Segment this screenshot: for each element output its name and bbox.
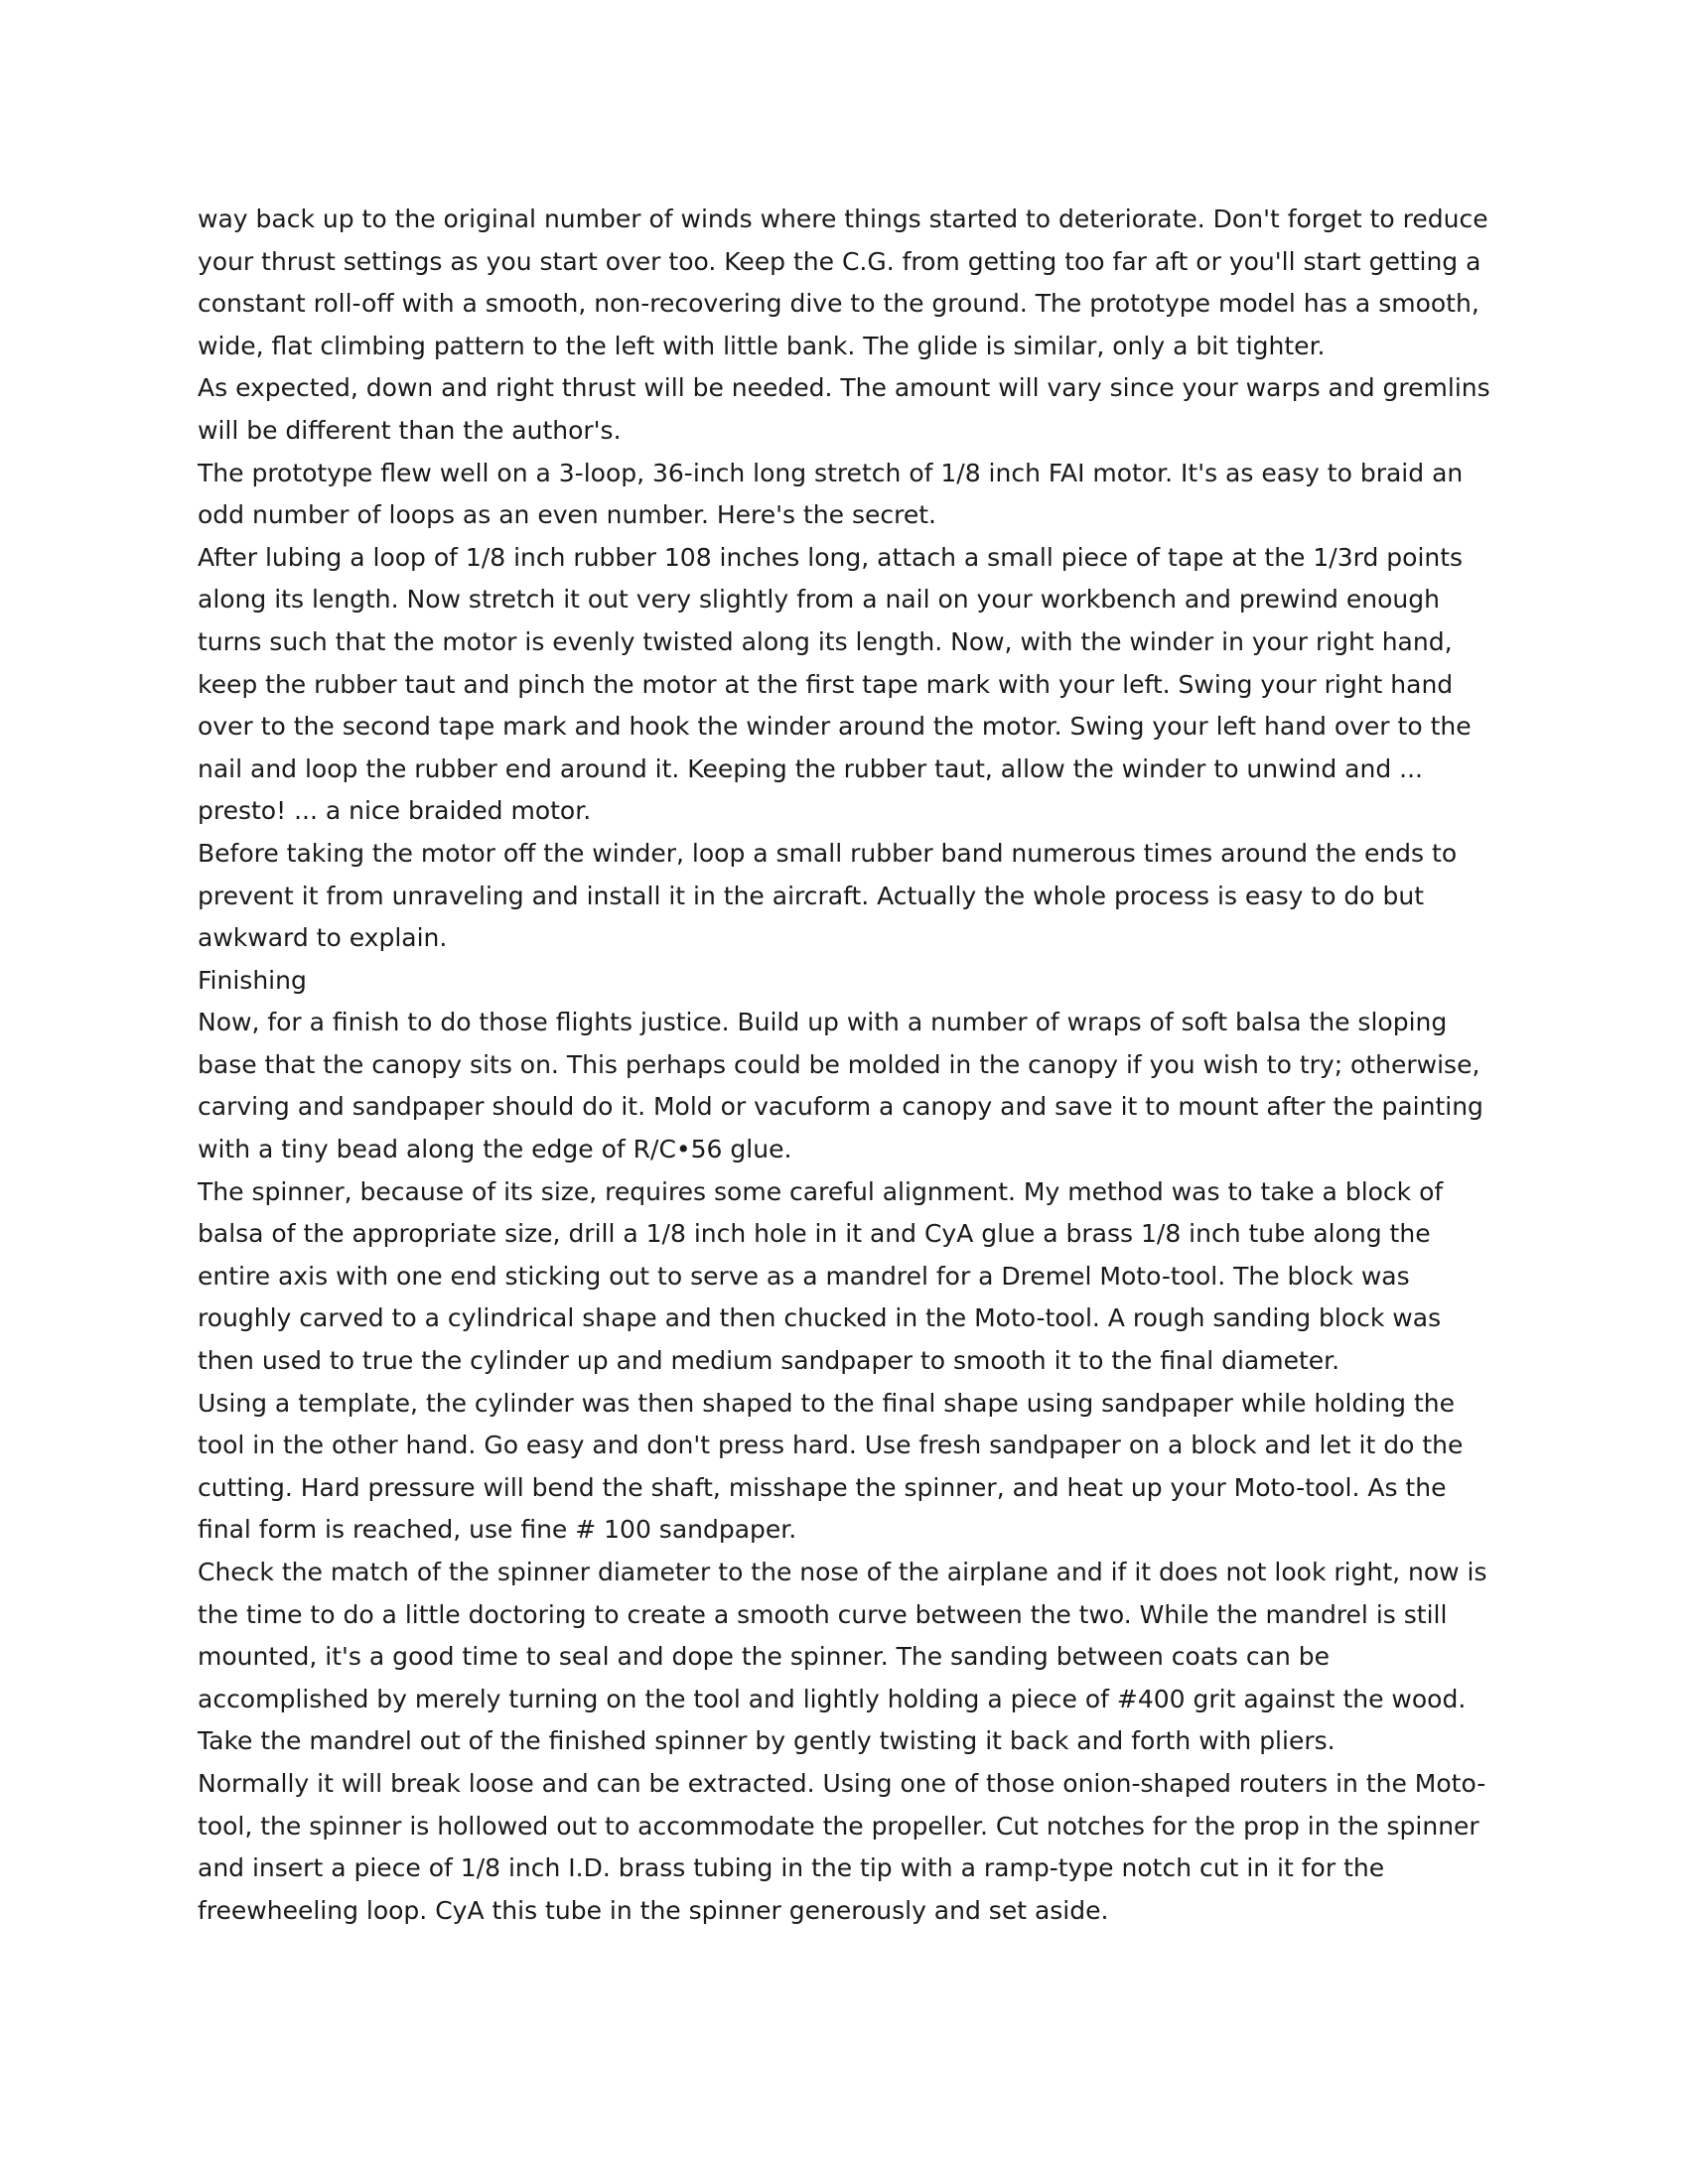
paragraph-canopy: Now, for a finish to do those flights justice. Build up with a number of wraps of soft balsa the sloping base that the canopy sits on. This perhaps could be molded in the canopy if you wish to try; otherwise, carving and sandpaper should do it. Mold or vacuform a canopy and save it to mount after the painting with a tiny bead along the edge of R/C•56 glue. — [198, 1008, 1483, 1164]
paragraph-motor: The prototype flew well on a 3-loop, 36-inch long stretch of 1/8 inch FAI motor. It's as easy to braid an odd number of loops as an even number. Here's the secret. — [198, 458, 1464, 530]
document-body — [198, 199, 1498, 1932]
paragraph-spinner-alignment: The spinner, because of its size, requires some careful alignment. My method was to take a block of balsa of the appropriate size, drill a 1/8 inch hole in it and CyA glue a brass 1/8 inch tube along the entire axis with one end sticking out to serve as a mandrel for a Dremel Moto-tool. The block was roughly carved to a cylindrical shape and then chucked in the Moto-tool. A rough sanding block was then used to true the cylinder up and medium sandpaper to smooth it to the final diameter. — [198, 1176, 1444, 1376]
paragraph-diameter: Check the match of the spinner diameter to the nose of the airplane and if it does not look right, now is the time to do a little doctoring to create a smooth curve between the two. While the mandrel is still mounted, it's a good time to seal and dope the spinner. The sanding between coats can be accomplished by merely turning on the tool and lightly holding a piece of #400 grit against the wood. Take the mandrel out of the finished spinner by gently twisting it back and forth with pliers. — [198, 1558, 1487, 1756]
paragraph-winder: Before taking the motor off the winder, loop a small rubber band numerous times around the ends to prevent it from unraveling and install it in the aircraft. Actually the whole process is easy to do but awkward to explain. — [198, 838, 1458, 953]
paragraph-braiding: After lubing a loop of 1/8 inch rubber 108 inches long, attach a small piece of tape at the 1/3rd points along its length. Now stretch it out very slightly from a nail on your workbench and prewind enough turns such that the motor is evenly twisted along its length. Now, with the winder in your right hand, keep the rubber taut and pinch the motor at the first tape mark with your left. Swing your right hand over to the second tape mark and hook the winder around the motor. Swing your left hand over to the nail and loop the rubber end around it. Keeping the rubber taut, allow the winder to unwind and ... presto! ... a nice braided motor. — [198, 542, 1472, 826]
paragraph-extraction: Normally it will break loose and can be extracted. Using one of those onion-shaped routers in the Moto-tool, the spinner is hollowed out to accommodate the propeller. Cut notches for the prop in the spinner and insert a piece of 1/8 inch I.D. brass tubing in the tip with a ramp-type notch cut in it for the freewheeling loop. CyA this tube in the spinner generously and set aside. — [198, 1768, 1486, 1925]
paragraph-winds: way back up to the original number of winds where things started to deteriorate. Don't forget to reduce your thrust settings as you start over too. Keep the C.G. from getting too far aft or you'll start getting a constant roll-off with a smooth, non-recovering dive to the ground. The prototype model has a smooth, wide, flat climbing pattern to the left with little bank. The glide is similar, only a bit tighter. — [198, 205, 1488, 360]
paragraph-template: Using a template, the cylinder was then shaped to the final shape using sandpaper while holding the tool in the other hand. Go easy and don't press hard. Use fresh sandpaper on a block and let it do the cutting. Hard pressure will bend the shaft, misshape the spinner, and heat up your Moto-tool. As the final form is reached, use fine # 100 sandpaper. — [198, 1388, 1464, 1545]
paragraph-thrust: As expected, down and right thrust will be needed. The amount will vary since your warps and gremlins will be different than the author's. — [198, 373, 1490, 445]
section-heading-finishing: Finishing — [198, 965, 307, 995]
